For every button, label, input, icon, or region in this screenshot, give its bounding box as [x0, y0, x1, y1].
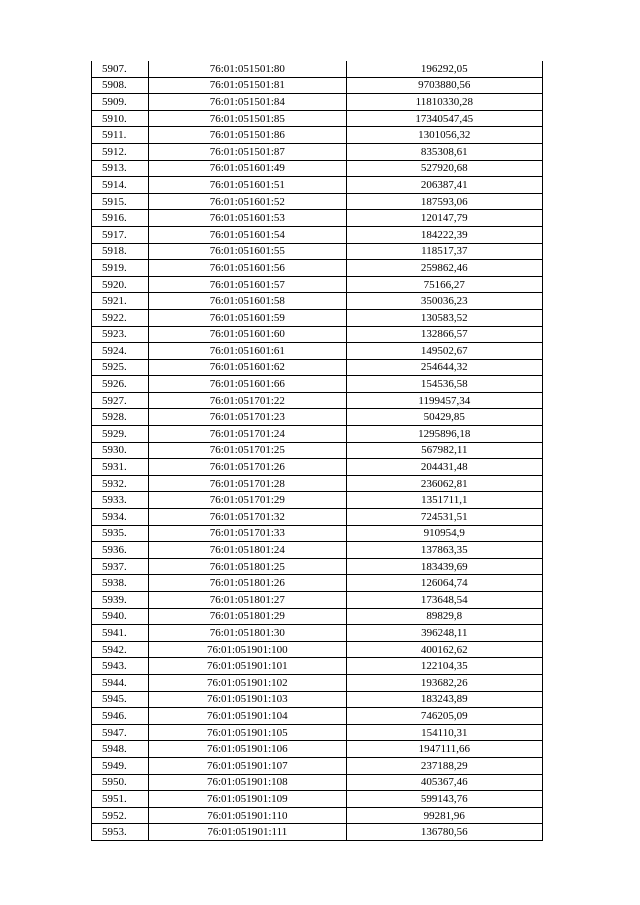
row-number-cell: 5930.	[92, 442, 149, 459]
table-row	[92, 525, 543, 542]
cadastral-number-cell: 76:01:051901:109	[149, 791, 347, 808]
table-row	[92, 276, 543, 293]
cadastral-value-cell: 396248,11	[346, 625, 542, 642]
cadastral-value-cell: 154536,58	[346, 376, 542, 393]
table-row	[92, 592, 543, 609]
row-number-cell: 5920.	[92, 276, 149, 293]
cadastral-number-cell: 76:01:051601:66	[149, 376, 347, 393]
table-row	[92, 475, 543, 492]
cadastral-number-cell: 76:01:051801:30	[149, 625, 347, 642]
table-row	[92, 309, 543, 326]
table-row	[92, 77, 543, 94]
cadastral-number-cell: 76:01:051701:24	[149, 426, 347, 443]
cadastral-value-cell: 183439,69	[346, 558, 542, 575]
cadastral-number-cell: 76:01:051901:108	[149, 774, 347, 791]
row-number-cell: 5931.	[92, 459, 149, 476]
table-row	[92, 193, 543, 210]
row-number-cell: 5938.	[92, 575, 149, 592]
table-row	[92, 143, 543, 160]
row-number-cell: 5923.	[92, 326, 149, 343]
cadastral-value-cell: 259862,46	[346, 260, 542, 277]
row-number-cell: 5947.	[92, 724, 149, 741]
cadastral-number-cell: 76:01:051801:27	[149, 592, 347, 609]
cadastral-value-cell: 1295896,18	[346, 426, 542, 443]
cadastral-number-cell: 76:01:051601:62	[149, 359, 347, 376]
cadastral-value-cell: 835308,61	[346, 143, 542, 160]
row-number-cell: 5909.	[92, 94, 149, 111]
row-number-cell: 5921.	[92, 293, 149, 310]
cadastral-number-cell: 76:01:051501:80	[149, 61, 347, 77]
row-number-cell: 5933.	[92, 492, 149, 509]
cadastral-number-cell: 76:01:051601:61	[149, 343, 347, 360]
row-number-cell: 5934.	[92, 509, 149, 526]
row-number-cell: 5951.	[92, 791, 149, 808]
cadastral-value-cell: 122104,35	[346, 658, 542, 675]
cadastral-number-cell: 76:01:051501:85	[149, 110, 347, 127]
row-number-cell: 5940.	[92, 608, 149, 625]
cadastral-value-cell: 132866,57	[346, 326, 542, 343]
table-row	[92, 326, 543, 343]
cadastral-number-cell: 76:01:051601:57	[149, 276, 347, 293]
row-number-cell: 5937.	[92, 558, 149, 575]
cadastral-value-cell: 350036,23	[346, 293, 542, 310]
table-row	[92, 243, 543, 260]
row-number-cell: 5944.	[92, 674, 149, 691]
table-row	[92, 691, 543, 708]
row-number-cell: 5953.	[92, 824, 149, 841]
row-number-cell: 5907.	[92, 61, 149, 77]
cadastral-number-cell: 76:01:051601:58	[149, 293, 347, 310]
cadastral-value-cell: 405367,46	[346, 774, 542, 791]
cadastral-value-cell: 11810330,28	[346, 94, 542, 111]
table-row	[92, 625, 543, 642]
table-row	[92, 741, 543, 758]
row-number-cell: 5939.	[92, 592, 149, 609]
cadastral-value-cell: 17340547,45	[346, 110, 542, 127]
table-row	[92, 509, 543, 526]
cadastral-value-cell: 149502,67	[346, 343, 542, 360]
cadastral-number-cell: 76:01:051901:104	[149, 708, 347, 725]
table-row	[92, 608, 543, 625]
cadastral-number-cell: 76:01:051601:55	[149, 243, 347, 260]
cadastral-number-cell: 76:01:051901:110	[149, 807, 347, 824]
table-row	[92, 442, 543, 459]
table-row	[92, 791, 543, 808]
cadastral-value-cell: 724531,51	[346, 509, 542, 526]
table-row	[92, 409, 543, 426]
cadastral-value-cell: 184222,39	[346, 226, 542, 243]
row-number-cell: 5919.	[92, 260, 149, 277]
cadastral-number-cell: 76:01:051701:29	[149, 492, 347, 509]
cadastral-number-cell: 76:01:051601:56	[149, 260, 347, 277]
row-number-cell: 5927.	[92, 392, 149, 409]
cadastral-number-cell: 76:01:051801:24	[149, 542, 347, 559]
cadastral-number-cell: 76:01:051501:87	[149, 143, 347, 160]
row-number-cell: 5945.	[92, 691, 149, 708]
cadastral-number-cell: 76:01:051801:25	[149, 558, 347, 575]
cadastral-number-cell: 76:01:051901:100	[149, 641, 347, 658]
cadastral-number-cell: 76:01:051901:107	[149, 757, 347, 774]
table-row	[92, 127, 543, 144]
cadastral-value-table	[91, 61, 543, 841]
table-row	[92, 260, 543, 277]
table-row	[92, 343, 543, 360]
cadastral-number-cell: 76:01:051701:22	[149, 392, 347, 409]
table-row	[92, 757, 543, 774]
cadastral-value-cell: 99281,96	[346, 807, 542, 824]
table-row	[92, 160, 543, 177]
cadastral-value-cell: 173648,54	[346, 592, 542, 609]
table-row	[92, 459, 543, 476]
table-row	[92, 359, 543, 376]
row-number-cell: 5928.	[92, 409, 149, 426]
cadastral-number-cell: 76:01:051601:53	[149, 210, 347, 227]
cadastral-number-cell: 76:01:051601:52	[149, 193, 347, 210]
cadastral-value-cell: 193682,26	[346, 674, 542, 691]
cadastral-value-cell: 75166,27	[346, 276, 542, 293]
cadastral-value-cell: 136780,56	[346, 824, 542, 841]
row-number-cell: 5913.	[92, 160, 149, 177]
cadastral-value-cell: 910954,9	[346, 525, 542, 542]
cadastral-number-cell: 76:01:051601:59	[149, 309, 347, 326]
cadastral-value-cell: 187593,06	[346, 193, 542, 210]
cadastral-number-cell: 76:01:051801:26	[149, 575, 347, 592]
row-number-cell: 5950.	[92, 774, 149, 791]
cadastral-value-cell: 118517,37	[346, 243, 542, 260]
cadastral-value-cell: 126064,74	[346, 575, 542, 592]
cadastral-value-cell: 206387,41	[346, 177, 542, 194]
table-row	[92, 61, 543, 77]
cadastral-value-cell: 527920,68	[346, 160, 542, 177]
table-row	[92, 492, 543, 509]
cadastral-number-cell: 76:01:051601:54	[149, 226, 347, 243]
table-row	[92, 94, 543, 111]
table-row	[92, 226, 543, 243]
cadastral-value-cell: 183243,89	[346, 691, 542, 708]
row-number-cell: 5914.	[92, 177, 149, 194]
cadastral-value-cell: 154110,31	[346, 724, 542, 741]
cadastral-number-cell: 76:01:051501:84	[149, 94, 347, 111]
cadastral-value-cell: 400162,62	[346, 641, 542, 658]
cadastral-value-cell: 196292,05	[346, 61, 542, 77]
row-number-cell: 5942.	[92, 641, 149, 658]
row-number-cell: 5952.	[92, 807, 149, 824]
row-number-cell: 5922.	[92, 309, 149, 326]
table-row	[92, 542, 543, 559]
row-number-cell: 5916.	[92, 210, 149, 227]
cadastral-number-cell: 76:01:051901:105	[149, 724, 347, 741]
cadastral-number-cell: 76:01:051701:28	[149, 475, 347, 492]
cadastral-value-cell: 567982,11	[346, 442, 542, 459]
cadastral-value-cell: 89829,8	[346, 608, 542, 625]
row-number-cell: 5910.	[92, 110, 149, 127]
row-number-cell: 5924.	[92, 343, 149, 360]
row-number-cell: 5941.	[92, 625, 149, 642]
table-body	[92, 61, 543, 840]
table-row	[92, 426, 543, 443]
cadastral-number-cell: 76:01:051901:101	[149, 658, 347, 675]
cadastral-number-cell: 76:01:051701:26	[149, 459, 347, 476]
table-row	[92, 824, 543, 841]
row-number-cell: 5946.	[92, 708, 149, 725]
table-row	[92, 110, 543, 127]
cadastral-value-cell: 1199457,34	[346, 392, 542, 409]
table-row	[92, 210, 543, 227]
row-number-cell: 5932.	[92, 475, 149, 492]
cadastral-number-cell: 76:01:051501:86	[149, 127, 347, 144]
cadastral-value-cell: 237188,29	[346, 757, 542, 774]
cadastral-number-cell: 76:01:051601:51	[149, 177, 347, 194]
row-number-cell: 5929.	[92, 426, 149, 443]
row-number-cell: 5915.	[92, 193, 149, 210]
cadastral-value-cell: 236062,81	[346, 475, 542, 492]
cadastral-number-cell: 76:01:051701:23	[149, 409, 347, 426]
cadastral-value-cell: 130583,52	[346, 309, 542, 326]
table-row	[92, 807, 543, 824]
cadastral-value-cell: 254644,32	[346, 359, 542, 376]
cadastral-value-cell: 50429,85	[346, 409, 542, 426]
row-number-cell: 5926.	[92, 376, 149, 393]
cadastral-number-cell: 76:01:051801:29	[149, 608, 347, 625]
row-number-cell: 5912.	[92, 143, 149, 160]
cadastral-number-cell: 76:01:051701:32	[149, 509, 347, 526]
row-number-cell: 5948.	[92, 741, 149, 758]
row-number-cell: 5908.	[92, 77, 149, 94]
table-row	[92, 724, 543, 741]
cadastral-value-cell: 204431,48	[346, 459, 542, 476]
row-number-cell: 5911.	[92, 127, 149, 144]
cadastral-value-cell: 120147,79	[346, 210, 542, 227]
table-row	[92, 575, 543, 592]
table-row	[92, 708, 543, 725]
table-row	[92, 392, 543, 409]
cadastral-value-cell: 9703880,56	[346, 77, 542, 94]
cadastral-number-cell: 76:01:051701:33	[149, 525, 347, 542]
cadastral-number-cell: 76:01:051901:111	[149, 824, 347, 841]
cadastral-value-cell: 1947111,66	[346, 741, 542, 758]
cadastral-value-cell: 137863,35	[346, 542, 542, 559]
table-row	[92, 177, 543, 194]
row-number-cell: 5917.	[92, 226, 149, 243]
table-row	[92, 376, 543, 393]
cadastral-number-cell: 76:01:051901:102	[149, 674, 347, 691]
table-row	[92, 674, 543, 691]
cadastral-value-cell: 746205,09	[346, 708, 542, 725]
table-row	[92, 658, 543, 675]
table-row	[92, 558, 543, 575]
table-row	[92, 641, 543, 658]
row-number-cell: 5925.	[92, 359, 149, 376]
cadastral-number-cell: 76:01:051601:60	[149, 326, 347, 343]
row-number-cell: 5918.	[92, 243, 149, 260]
cadastral-value-cell: 1351711,1	[346, 492, 542, 509]
cadastral-number-cell: 76:01:051901:106	[149, 741, 347, 758]
cadastral-value-cell: 599143,76	[346, 791, 542, 808]
cadastral-value-cell: 1301056,32	[346, 127, 542, 144]
row-number-cell: 5936.	[92, 542, 149, 559]
cadastral-number-cell: 76:01:051701:25	[149, 442, 347, 459]
row-number-cell: 5943.	[92, 658, 149, 675]
cadastral-number-cell: 76:01:051901:103	[149, 691, 347, 708]
table-row	[92, 774, 543, 791]
row-number-cell: 5949.	[92, 757, 149, 774]
row-number-cell: 5935.	[92, 525, 149, 542]
cadastral-number-cell: 76:01:051501:81	[149, 77, 347, 94]
table-row	[92, 293, 543, 310]
cadastral-number-cell: 76:01:051601:49	[149, 160, 347, 177]
